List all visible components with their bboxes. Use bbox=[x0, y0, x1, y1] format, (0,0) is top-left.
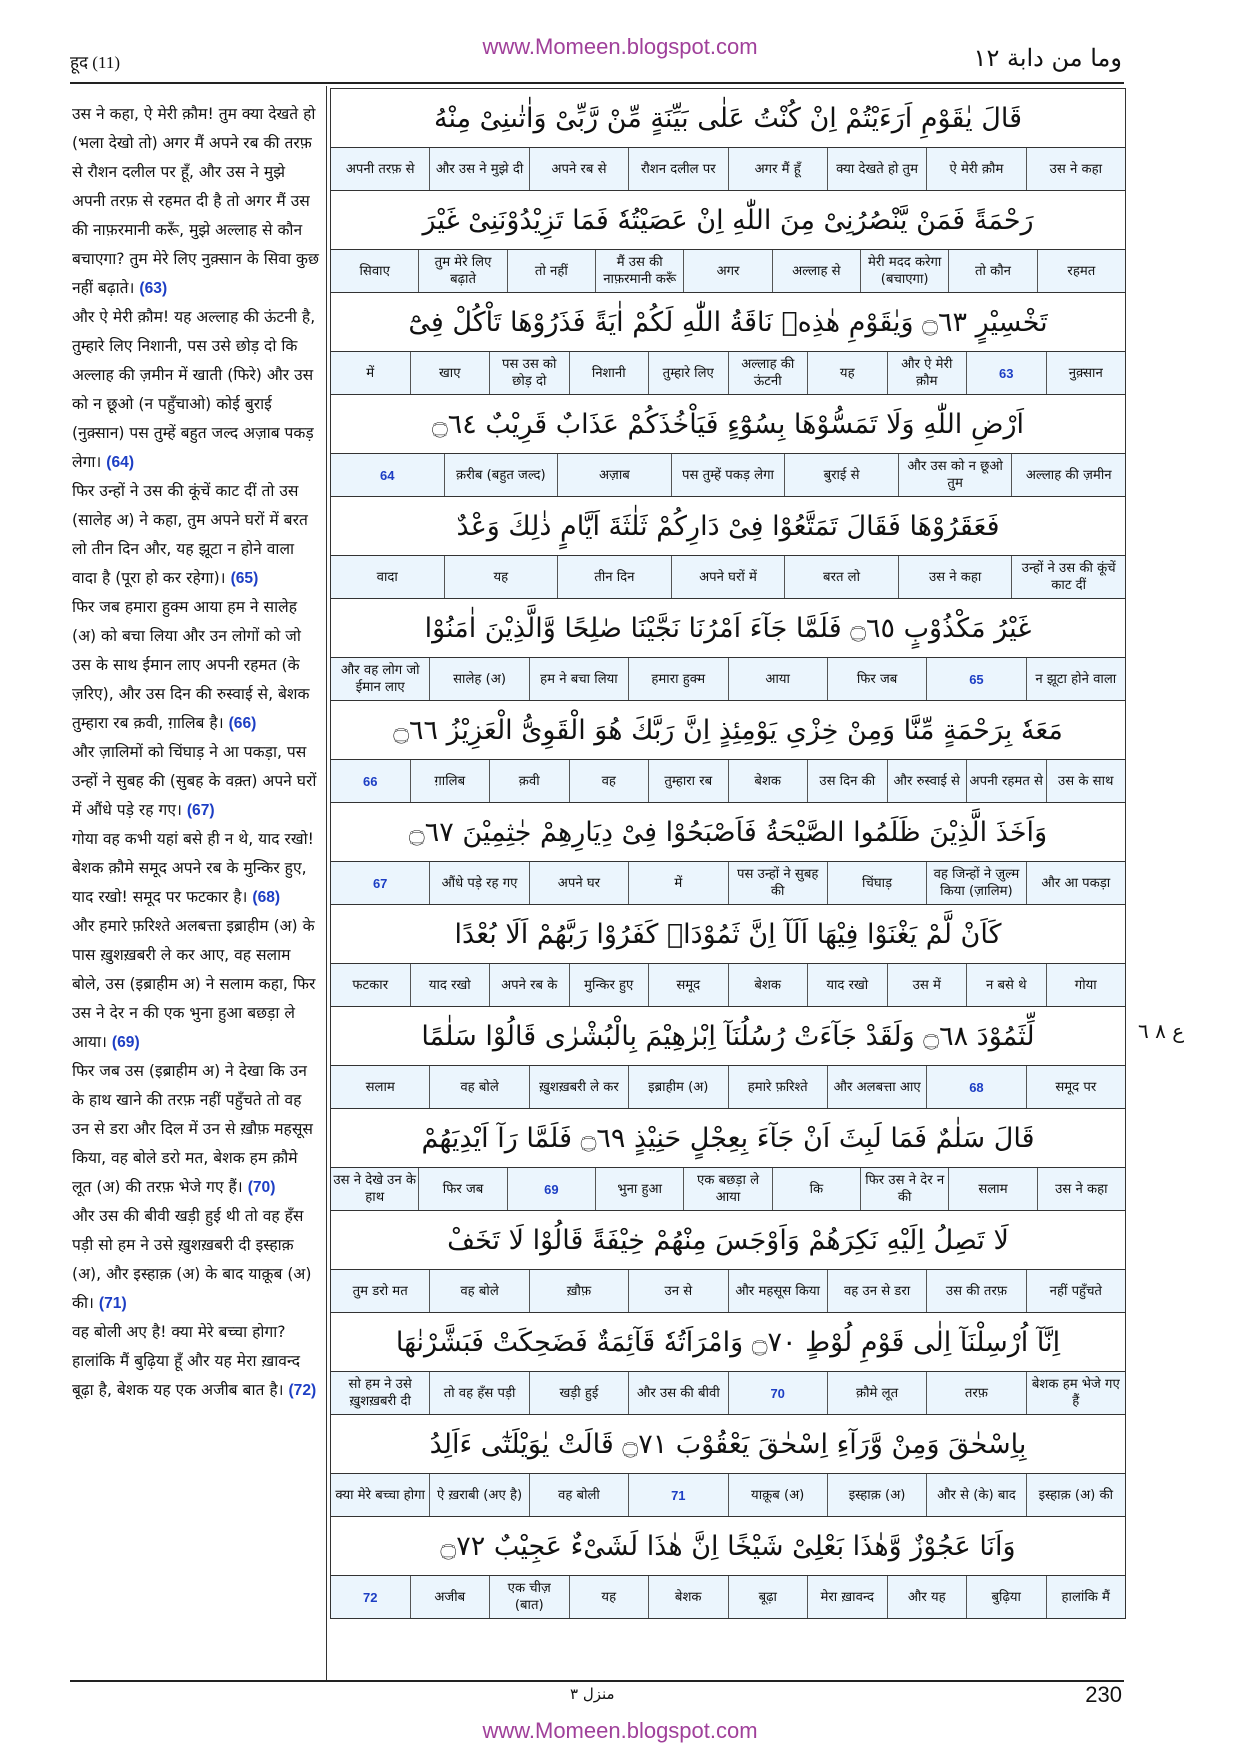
verse-number-cell: 68 bbox=[926, 1066, 1025, 1108]
surah-header: हूद (11) bbox=[70, 53, 120, 72]
word-meaning-cell: इब्राहीम (अ) bbox=[628, 1066, 727, 1108]
word-meaning-row bbox=[331, 963, 1125, 1006]
word-meaning-cell: उस में bbox=[887, 964, 967, 1006]
word-meaning-cell: सलाम bbox=[948, 1168, 1036, 1210]
top-rule bbox=[70, 82, 1124, 84]
word-meaning-cell: औंधे पड़े रह गए bbox=[429, 862, 528, 904]
word-meaning-cell: मुन्किर हुए bbox=[569, 964, 649, 1006]
word-meaning-row bbox=[331, 657, 1125, 700]
word-meaning-row bbox=[331, 249, 1125, 292]
word-meaning-cell: वह बोली bbox=[529, 1474, 628, 1516]
word-meaning-cell: और उस ने मुझे दी bbox=[429, 148, 528, 190]
word-meaning-cell: तुम्हारे लिए bbox=[648, 352, 728, 394]
verse-block bbox=[331, 1109, 1125, 1211]
word-meaning-cell: फिर जब bbox=[418, 1168, 506, 1210]
word-meaning-cell: बरत लो bbox=[784, 556, 898, 598]
word-meaning-cell: सो हम ने उसे ख़ुशख़बरी दी bbox=[348, 1377, 412, 1409]
word-meaning-cell: ख़ुशख़बरी ले कर bbox=[529, 1066, 628, 1108]
word-meaning-cell: उस के साथ bbox=[1046, 760, 1126, 802]
word-meaning-cell: ख़ौफ़ bbox=[529, 1270, 628, 1312]
word-meaning-cell: पस उस को छोड़ दो bbox=[489, 352, 569, 394]
word-meaning-cell: कि bbox=[772, 1168, 860, 1210]
word-meaning-cell: अपने घर bbox=[529, 862, 628, 904]
verse-number-cell: 63 bbox=[966, 352, 1046, 394]
word-meaning-cell: वह जिन्हों ने ज़ुल्म किया (ज़ालिम) bbox=[926, 862, 1025, 904]
word-meaning-cell: हालांकि मैं bbox=[1046, 1576, 1126, 1618]
word-meaning-cell: और आ पकड़ा bbox=[1026, 862, 1125, 904]
word-meaning-cell: अल्लाह से bbox=[772, 250, 860, 292]
word-meaning-cell: सलाम bbox=[365, 1079, 395, 1095]
verse-number-cell: 66 bbox=[363, 773, 378, 789]
ruku-mark: ع ٨ ٦ bbox=[1138, 1019, 1185, 1043]
word-meaning-cell: बेशक bbox=[728, 964, 808, 1006]
word-meaning-row bbox=[331, 861, 1125, 904]
word-meaning-cell: उन्हों ने उस की कूंचें काट दीं bbox=[1011, 556, 1125, 598]
verse-number: (70) bbox=[247, 1179, 276, 1196]
verse-number-cell: 72 bbox=[363, 1589, 378, 1605]
word-meaning-cell: ग़ालिब bbox=[410, 760, 490, 802]
verse-number-cell: 69 bbox=[507, 1168, 595, 1210]
word-meaning-cell: अल्लाह की ऊंटनी bbox=[728, 352, 808, 394]
word-meaning-cell: और रुस्वाई से bbox=[887, 760, 967, 802]
word-meaning-cell: तीन दिन bbox=[557, 556, 671, 598]
word-meaning-cell: समूद bbox=[648, 964, 728, 1006]
bottom-rule bbox=[70, 1680, 1124, 1682]
word-meaning-cell: वादा bbox=[376, 569, 398, 585]
word-meaning-cell: और वह लोग जो ईमान लाए bbox=[340, 663, 420, 695]
arabic-line: وَاَنَا عَجُوْزٌ وَّهٰذَا بَعْلِىْ شَيْخًا اِنَّ هٰذَا لَشَىْءٌ عَجِيْبٌ ۝٧٢ bbox=[331, 1517, 1125, 1575]
word-meaning-cell: नुक़्सान bbox=[1046, 352, 1126, 394]
verse-number: (63) bbox=[139, 280, 168, 297]
translation-column bbox=[72, 100, 320, 1405]
arabic-line: كَاَنْ لَّمْ يَغْنَوْا فِيْهَا اَلَآ اِنَّ ثَمُوْدَاۡ كَفَرُوْا رَبَّهُمْ اَلَا بُعْدًا bbox=[331, 905, 1125, 963]
verse-block bbox=[331, 191, 1125, 293]
verse-block bbox=[331, 599, 1125, 701]
word-meaning-cell: बुढ़िया bbox=[966, 1576, 1046, 1618]
word-meaning-cell: और उस की बीवी bbox=[628, 1372, 727, 1414]
translation-text: और उस की बीवी खड़ी हुई थी तो वह हँस पड़ी सो हम ने उसे ख़ुशख़बरी दी इस्हाक़ (अ), और इस्हाक़ (अ) के बाद याक़ूब (अ) की। bbox=[72, 1207, 312, 1312]
word-meaning-cell: इस्हाक़ (अ) bbox=[827, 1474, 926, 1516]
word-meaning-cell: खड़ी हुई bbox=[529, 1372, 628, 1414]
verse-block bbox=[331, 1415, 1125, 1517]
word-meaning-row bbox=[331, 1575, 1125, 1618]
word-meaning-cell: ऐ मेरी क़ौम bbox=[926, 148, 1025, 190]
word-meaning-cell: फिर उस ने देर न की bbox=[860, 1168, 948, 1210]
word-meaning-cell: न झूटा होने वाला bbox=[1026, 658, 1125, 700]
word-meaning-cell: गोया bbox=[1046, 964, 1126, 1006]
word-meaning-cell: पस उन्हों ने सुबह की bbox=[728, 862, 827, 904]
word-meaning-cell: तरफ़ bbox=[926, 1372, 1025, 1414]
word-meaning-cell: अपने घरों में bbox=[671, 556, 785, 598]
arabic-line: قَالَ سَلٰمٌ فَمَا لَبِثَ اَنْ جَآءَ بِعِجْلٍ حَنِيْذٍ ۝٦٩ فَلَمَّا رَآ اَيْدِيَهُمْ bbox=[331, 1109, 1125, 1167]
word-meaning-cell: अज़ाब bbox=[557, 454, 671, 496]
word-meaning-cell: नहीं पहुँचते bbox=[1026, 1270, 1125, 1312]
arabic-line: بِاِسْحٰقَ وَمِنْ وَّرَآءِ اِسْحٰقَ يَعْقُوْبَ ۝٧١ قَالَتْ يٰوَيْلَتٰٓى ءَاَلِدُ bbox=[331, 1415, 1125, 1473]
verse-number: (64) bbox=[106, 454, 135, 471]
word-meaning-cell: और से (के) बाद bbox=[926, 1474, 1025, 1516]
word-meaning-cell: क्या देखते हो तुम bbox=[827, 148, 926, 190]
verse-number-cell: 71 bbox=[628, 1474, 727, 1516]
verse-block bbox=[331, 905, 1125, 1007]
arabic-line: اَرْضِ اللّٰهِ وَلَا تَمَسُّوْهَا بِسُوْٓءٍ فَيَاْخُذَكُمْ عَذَابٌ قَرِيْبٌ ۝٦٤ bbox=[331, 395, 1125, 453]
word-meaning-cell: मेरी मदद करेगा (बचाएगा) bbox=[860, 250, 948, 292]
word-meaning-cell: अपनी रहमत से bbox=[966, 760, 1046, 802]
word-meaning-cell: हमारा हुक्म bbox=[628, 658, 727, 700]
verse-block bbox=[331, 803, 1125, 905]
word-meaning-cell: और अलबत्ता आए bbox=[827, 1066, 926, 1108]
arabic-line: تَخْسِيْرٍ ۝٦٣ وَيٰقَوْمِ هٰذِهٖ نَاقَةُ اللّٰهِ لَكُمْ اٰيَةً فَذَرُوْهَا تَاْكُلْ فِىْٓ bbox=[331, 293, 1125, 351]
word-meaning-cell: उस ने कहा bbox=[1026, 148, 1125, 190]
word-by-word-grid bbox=[330, 88, 1126, 1619]
word-meaning-row bbox=[331, 759, 1125, 802]
word-meaning-cell: रौशन दलील पर bbox=[628, 148, 727, 190]
word-meaning-cell: उस ने देखे उन के हाथ bbox=[333, 1173, 417, 1205]
word-meaning-cell: सालेह (अ) bbox=[429, 658, 528, 700]
arabic-line: لِّثَمُوْدَ ۝٦٨ وَلَقَدْ جَآءَتْ رُسُلُنَآ اِبْرٰهِيْمَ بِالْبُشْرٰى قَالُوْا سَلٰمًا bbox=[331, 1007, 1125, 1065]
word-meaning-row bbox=[331, 1167, 1125, 1210]
word-meaning-row bbox=[331, 555, 1125, 598]
word-meaning-cell: तो वह हँस पड़ी bbox=[429, 1372, 528, 1414]
word-meaning-row bbox=[331, 1269, 1125, 1312]
word-meaning-cell: यह bbox=[807, 352, 887, 394]
word-meaning-cell: और महसूस किया bbox=[728, 1270, 827, 1312]
word-meaning-cell: एक बछड़ा ले आया bbox=[683, 1168, 771, 1210]
arabic-line: وَاَخَذَ الَّذِيْنَ ظَلَمُوا الصَّيْحَةُ فَاَصْبَحُوْا فِىْ دِيَارِهِمْ جٰثِمِيْنَ ۝٦٧ bbox=[331, 803, 1125, 861]
word-meaning-cell: तो नहीं bbox=[507, 250, 595, 292]
translation-text: फिर जब हमारा हुक्म आया हम ने सालेह (अ) को बचा लिया और उन लोगों को जो उस के साथ ईमान लाए अपनी रहमत (के ज़रिए), और उस दिन की रुस्वाई से, बेशक तुम्हारा रब क़वी, ग़ालिब है। bbox=[72, 598, 310, 732]
verse-block bbox=[331, 1211, 1125, 1313]
verse-number-cell: 67 bbox=[372, 875, 388, 891]
word-meaning-cell: आया bbox=[728, 658, 827, 700]
word-meaning-cell: यह bbox=[444, 556, 558, 598]
verse-number-cell: 70 bbox=[728, 1372, 827, 1414]
word-meaning-cell: अपने रब के bbox=[489, 964, 569, 1006]
word-meaning-cell: न बसे थे bbox=[966, 964, 1046, 1006]
word-meaning-cell: समूद पर bbox=[1026, 1066, 1125, 1108]
word-meaning-cell: बेशक bbox=[648, 1576, 728, 1618]
word-meaning-cell: फटकार bbox=[352, 977, 389, 993]
word-meaning-cell: तुम्हारा रब bbox=[648, 760, 728, 802]
word-meaning-cell: में bbox=[628, 862, 727, 904]
word-meaning-cell: भुना हुआ bbox=[595, 1168, 683, 1210]
arabic-line: مَعَهٗ بِرَحْمَةٍ مِّنَّا وَمِنْ خِزْىِ يَوْمِئِذٍ اِنَّ رَبَّكَ هُوَ الْقَوِىُّ الْعَزِيْزُ ۝٦٦ bbox=[331, 701, 1125, 759]
verse-number: (72) bbox=[288, 1382, 317, 1399]
verse-block bbox=[331, 701, 1125, 803]
word-meaning-cell: पस तुम्हें पकड़ लेगा bbox=[671, 454, 785, 496]
site-url-top[interactable]: www.Momeen.blogspot.com bbox=[482, 34, 758, 59]
word-meaning-cell: वह बोले bbox=[429, 1270, 528, 1312]
word-meaning-cell: क़वी bbox=[489, 760, 569, 802]
word-meaning-cell: और यह bbox=[887, 1576, 967, 1618]
word-meaning-cell: ऐ ख़राबी (अए है) bbox=[429, 1474, 528, 1516]
word-meaning-cell: हमारे फ़रिश्ते bbox=[728, 1066, 827, 1108]
word-meaning-cell: सिवाए bbox=[359, 263, 390, 279]
word-meaning-row bbox=[331, 1065, 1125, 1108]
word-meaning-row bbox=[331, 351, 1125, 394]
word-meaning-cell: क्या मेरे बच्चा होगा bbox=[335, 1487, 425, 1503]
word-meaning-cell: वह उन से डरा bbox=[827, 1270, 926, 1312]
word-meaning-cell: तुम डरो मत bbox=[352, 1283, 408, 1299]
translation-text: फिर जब उस (इब्राहीम अ) ने देखा कि उन के हाथ खाने की तरफ़ नहीं पहुँचते तो वह उन से डरा और दिल में उन से ख़ौफ़ महसूस किया, वह बोले डरो मत, बेशक हम क़ौमे लूत (अ) की तरफ़ भेजे गए हैं। bbox=[72, 1062, 313, 1196]
word-meaning-cell: तो कौन bbox=[948, 250, 1036, 292]
word-meaning-cell: क़रीब (बहुत जल्द) bbox=[444, 454, 558, 496]
word-meaning-cell: यह bbox=[569, 1576, 649, 1618]
word-meaning-cell: बुराई से bbox=[784, 454, 898, 496]
word-meaning-cell: क़ौमे लूत bbox=[827, 1372, 926, 1414]
word-meaning-cell: उस ने कहा bbox=[898, 556, 1012, 598]
word-meaning-cell: अपने रब से bbox=[529, 148, 628, 190]
translation-text: फिर उन्हों ने उस की कूंचें काट दीं तो उस (सालेह अ) ने कहा, तुम अपने घरों में बरत लो तीन दिन और, यह झूटा न होने वाला वादा है (पूरा हो कर रहेगा)। bbox=[72, 482, 308, 587]
word-meaning-cell: फिर जब bbox=[827, 658, 926, 700]
word-meaning-cell: निशानी bbox=[569, 352, 649, 394]
arabic-line: لَا تَصِلُ اِلَيْهِ نَكِرَهُمْ وَاَوْجَسَ مِنْهُمْ خِيْفَةً قَالُوْا لَا تَخَفْ bbox=[331, 1211, 1125, 1269]
verse-number: (66) bbox=[228, 715, 257, 732]
word-meaning-row bbox=[331, 147, 1125, 190]
verse-block bbox=[331, 497, 1125, 599]
column-divider bbox=[326, 86, 327, 1680]
verse-number: (69) bbox=[111, 1034, 140, 1051]
word-meaning-cell: याक़ूब (अ) bbox=[728, 1474, 827, 1516]
para-header: وما من دابة ١٢ bbox=[973, 44, 1122, 72]
word-meaning-cell: मेरा ख़ावन्द bbox=[807, 1576, 887, 1618]
word-meaning-cell: चिंघाड़ bbox=[827, 862, 926, 904]
word-meaning-cell: याद रखो bbox=[410, 964, 490, 1006]
word-meaning-cell: उस ने कहा bbox=[1037, 1168, 1125, 1210]
translation-text: और हमारे फ़रिश्ते अलबत्ता इब्राहीम (अ) के पास ख़ुशख़बरी ले कर आए, वह सलाम बोले, उस (इब्राहीम अ) ने सलाम कहा, फिर उस ने देर न की एक भुना हुआ बछड़ा ले आया। bbox=[72, 917, 316, 1051]
word-meaning-cell: अपनी तरफ़ से bbox=[345, 161, 415, 177]
word-meaning-cell: बूढ़ा bbox=[728, 1576, 808, 1618]
verse-number: (67) bbox=[186, 802, 215, 819]
arabic-line: غَيْرُ مَكْذُوْبٍ ۝٦٥ فَلَمَّا جَآءَ اَمْرُنَا نَجَّيْنَا صٰلِحًا وَّالَّذِيْنَ اٰمَنُوْا bbox=[331, 599, 1125, 657]
verse-number: (65) bbox=[230, 570, 259, 587]
verse-number-cell: 64 bbox=[380, 467, 395, 483]
verse-block bbox=[331, 1313, 1125, 1415]
page-number: 230 bbox=[1085, 1682, 1122, 1707]
translation-text: गोया वह कभी यहां बसे ही न थे, याद रखो! बेशक क़ौमे समूद अपने रब के मुन्किर हुए, याद रखो! समूद पर फटकार है। bbox=[72, 830, 314, 906]
verse-block bbox=[331, 1007, 1125, 1109]
translation-text: और ज़ालिमों को चिंघाड़ ने आ पकड़ा, पस उन्हों ने सुबह की (सुबह के वक़्त) अपने घरों में औंधे पड़े रह गए। bbox=[72, 743, 317, 819]
manzil-label: منزل ٣ bbox=[570, 1685, 615, 1703]
verse-block bbox=[331, 395, 1125, 497]
word-meaning-cell: अल्लाह की ज़मीन bbox=[1011, 454, 1125, 496]
word-meaning-cell: उन से bbox=[628, 1270, 727, 1312]
arabic-line: فَعَقَرُوْهَا فَقَالَ تَمَتَّعُوْا فِىْ دَارِكُمْ ثَلٰثَةَ اَيَّامٍ ذٰلِكَ وَعْدٌ bbox=[331, 497, 1125, 555]
verse-block bbox=[331, 1517, 1125, 1618]
word-meaning-cell: वह bbox=[569, 760, 649, 802]
verse-number: (71) bbox=[98, 1295, 127, 1312]
word-meaning-row bbox=[331, 453, 1125, 496]
word-meaning-cell: बेशक bbox=[728, 760, 808, 802]
word-meaning-cell: इस्हाक़ (अ) की bbox=[1026, 1474, 1125, 1516]
word-meaning-cell: बेशक हम भेजे गए हैं bbox=[1026, 1372, 1125, 1414]
arabic-line: اِنَّآ اُرْسِلْنَآ اِلٰى قَوْمِ لُوْطٍ ۝٧٠ وَامْرَاَتُهٗ قَآئِمَةٌ فَضَحِكَتْ فَبَشَّرْنٰهَا bbox=[331, 1313, 1125, 1371]
arabic-line: رَحْمَةً فَمَنْ يَّنْصُرُنِىْ مِنَ اللّٰهِ اِنْ عَصَيْتُهٗ فَمَا تَزِيْدُوْنَنِىْ غَيْرَ bbox=[331, 191, 1125, 249]
verse-number: (68) bbox=[252, 889, 281, 906]
translation-text: वह बोली अए है! क्या मेरे बच्चा होगा? हालांकि मैं बुढ़िया हूँ और यह मेरा ख़ावन्द बूढ़ा है, बेशक यह एक अजीब बात है। bbox=[72, 1323, 301, 1399]
word-meaning-cell: याद रखो bbox=[807, 964, 887, 1006]
word-meaning-cell: रहमत bbox=[1037, 250, 1125, 292]
word-meaning-cell: खाए bbox=[410, 352, 490, 394]
arabic-line: قَالَ يٰقَوْمِ اَرَءَيْتُمْ اِنْ كُنْتُ عَلٰى بَيِّنَةٍ مِّنْ رَّبِّىْ وَاٰتٰىنِىْ مِنْهُ bbox=[331, 89, 1125, 147]
verse-block bbox=[331, 89, 1125, 191]
word-meaning-cell: एक चीज़ (बात) bbox=[489, 1576, 569, 1618]
word-meaning-cell: तुम मेरे लिए बढ़ाते bbox=[418, 250, 506, 292]
translation-text: उस ने कहा, ऐ मेरी क़ौम! तुम क्या देखते हो (भला देखो तो) अगर मैं अपने रब की तरफ़ से रौशन दलील पर हूँ, और उस ने मुझे अपनी तरफ़ से रहमत दी है तो अगर मैं उस की नाफ़रमानी करूँ, मुझे अल्लाह से कौन बचाएगा? तुम मेरे लिए नुक़्सान के सिवा कुछ नहीं बढ़ाते। bbox=[72, 105, 319, 297]
word-meaning-cell: और ऐ मेरी क़ौम bbox=[887, 352, 967, 394]
word-meaning-cell: उस दिन की bbox=[807, 760, 887, 802]
word-meaning-cell: अगर मैं हूँ bbox=[728, 148, 827, 190]
word-meaning-cell: उस की तरफ़ bbox=[926, 1270, 1025, 1312]
verse-block bbox=[331, 293, 1125, 395]
word-meaning-cell: हम ने बचा लिया bbox=[529, 658, 628, 700]
word-meaning-row bbox=[331, 1371, 1125, 1414]
word-meaning-cell: वह बोले bbox=[429, 1066, 528, 1108]
word-meaning-cell: में bbox=[366, 365, 375, 381]
site-url-bottom[interactable]: www.Momeen.blogspot.com bbox=[482, 1718, 758, 1743]
word-meaning-cell: अगर bbox=[683, 250, 771, 292]
word-meaning-row bbox=[331, 1473, 1125, 1516]
word-meaning-cell: और उस को न छूओ तुम bbox=[898, 454, 1012, 496]
verse-number-cell: 65 bbox=[926, 658, 1025, 700]
word-meaning-cell: अजीब bbox=[410, 1576, 490, 1618]
word-meaning-cell: मैं उस की नाफ़रमानी करूँ bbox=[595, 250, 683, 292]
translation-text: और ऐ मेरी क़ौम! यह अल्लाह की ऊंटनी है, तुम्हारे लिए निशानी, पस उसे छोड़ दो कि अल्लाह की ज़मीन में खाती (फिरे) और उस को न छूओ (न पहुँचाओ) कोई बुराई (नुक़्सान) पस तुम्हें बहुत जल्द अज़ाब पकड़ लेगा। bbox=[72, 308, 316, 471]
